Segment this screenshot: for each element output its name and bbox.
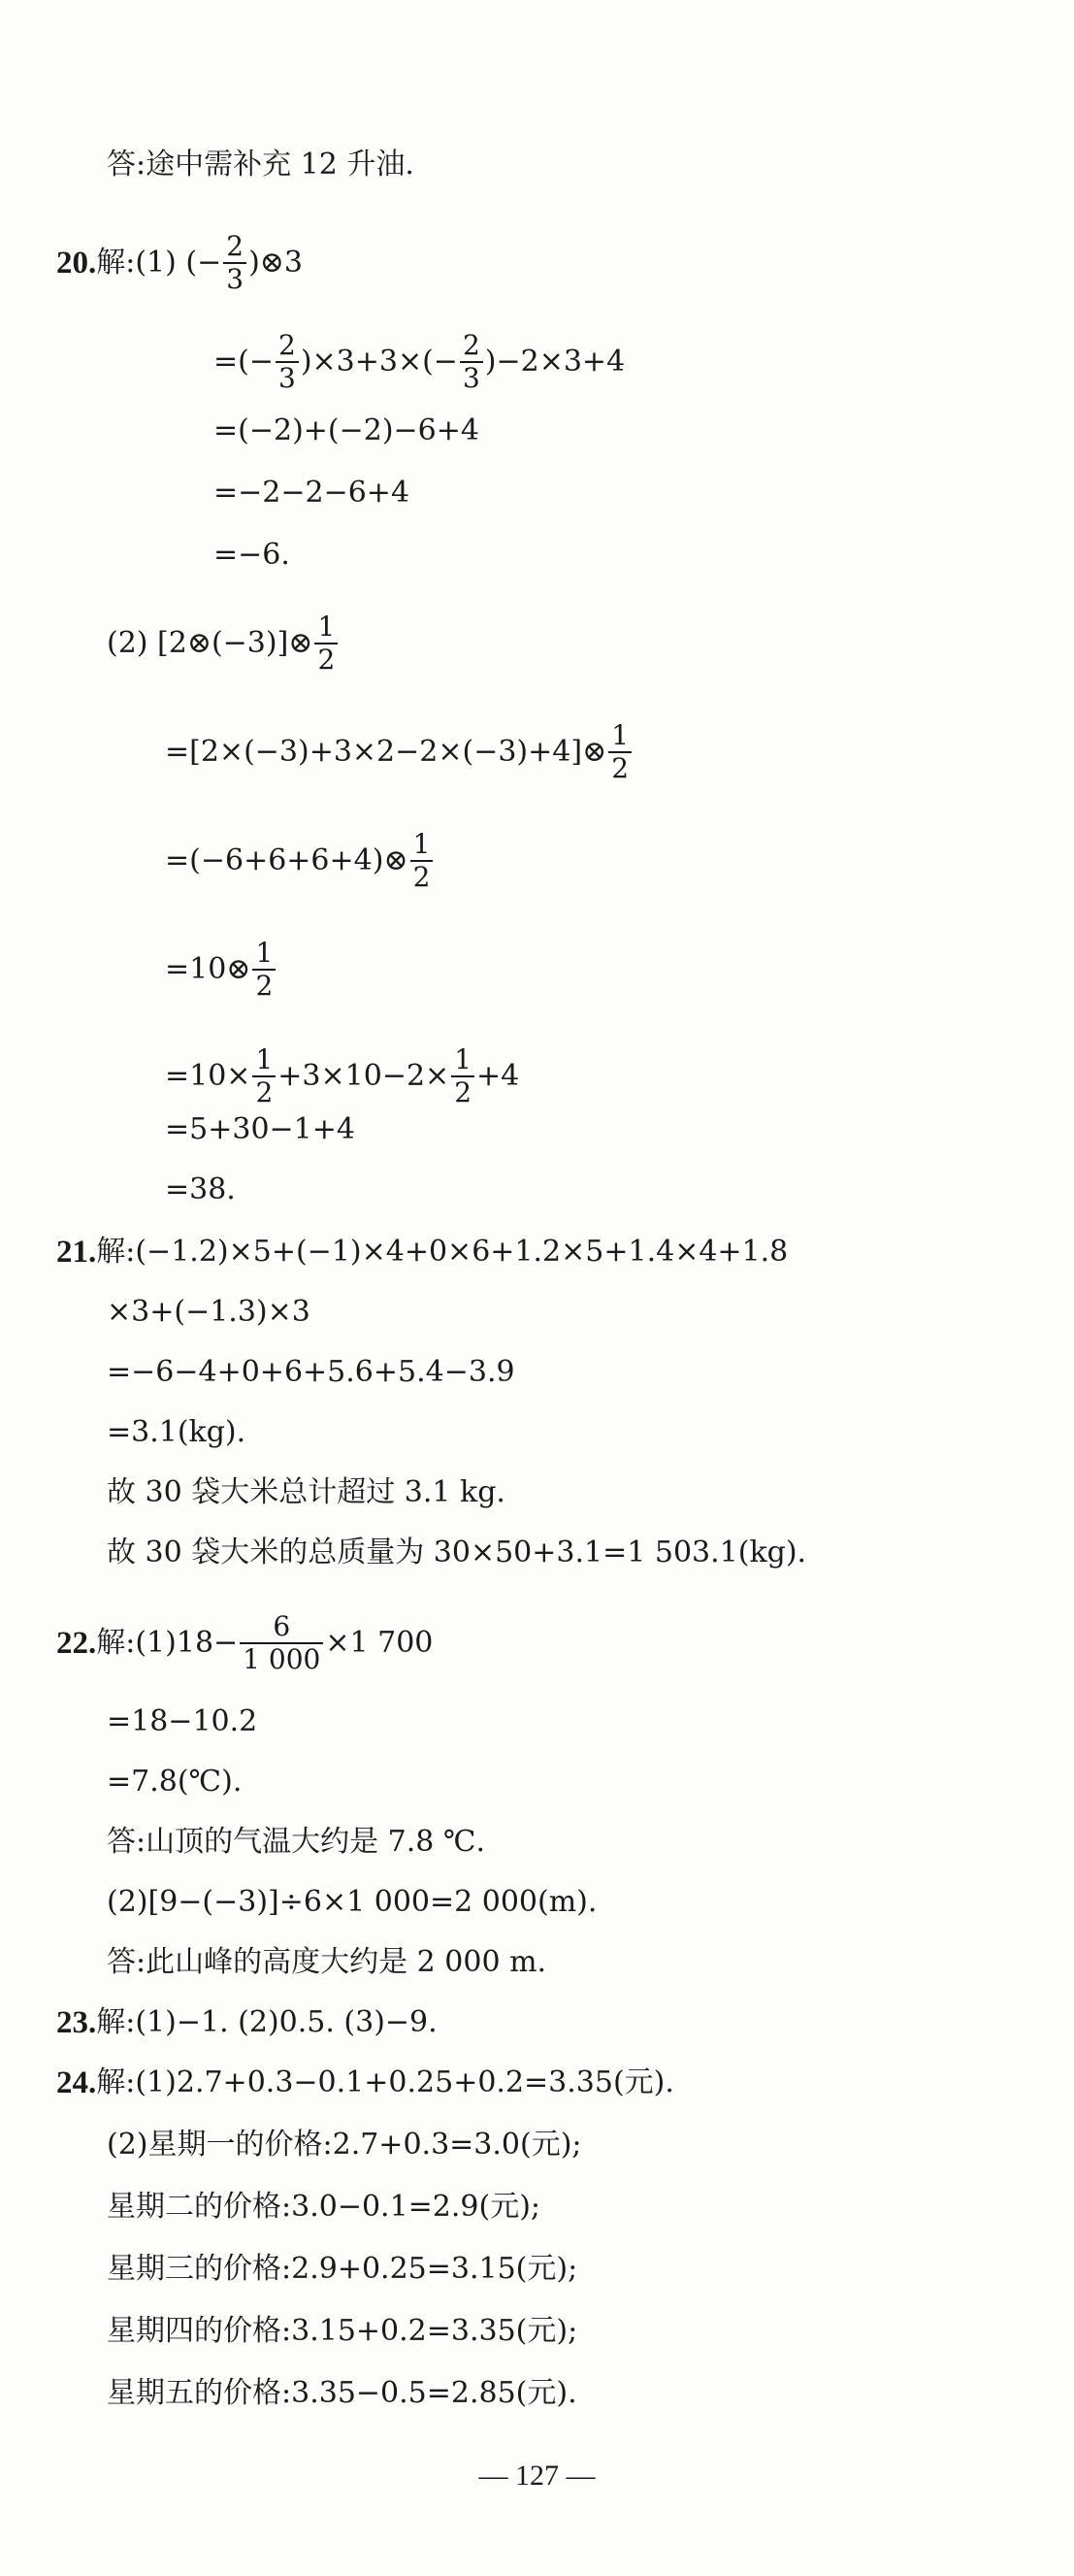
- problem-22-line-6: [107, 1943, 546, 1982]
- text: +4: [476, 1059, 520, 1093]
- text: 答:途中需补充 12 升油.: [107, 148, 414, 182]
- text: 解:(−1.2)×5+(−1)×4+0×6+1.2×5+1.4×4+1.8: [96, 1235, 789, 1269]
- text: 解:(1)18−: [96, 1626, 239, 1660]
- text: )⊗3: [248, 246, 303, 280]
- text: +3×10−2×: [277, 1059, 450, 1093]
- text: 故 30 袋大米总计超过 3.1 kg.: [107, 1475, 505, 1509]
- problem-22-line-5: [107, 1883, 597, 1922]
- text: )−2×3+4: [484, 345, 626, 379]
- text: =[2×(−3)+3×2−2×(−3)+4]⊗: [165, 735, 607, 769]
- fraction: $\frac{1}{2}$: [252, 938, 276, 1002]
- text: =18−10.2: [107, 1704, 258, 1738]
- problem-20-part-2-line-6: [165, 1110, 355, 1149]
- problem-24-line-5: [107, 2312, 577, 2351]
- problem-22-line-1: [56, 1611, 433, 1675]
- text: (2) [2⊗(−3)]⊗: [107, 626, 313, 660]
- fraction: $\frac{6}{1 000}$: [240, 1611, 323, 1675]
- problem-22-line-3: [107, 1763, 242, 1801]
- problem-20-part-2-line-5: [165, 1044, 519, 1108]
- fraction: $\frac{2}{3}$: [223, 231, 246, 295]
- text: 解:(1)2.7+0.3−0.1+0.25+0.2=3.35(元).: [96, 2065, 674, 2099]
- problem-22-line-4: [107, 1823, 485, 1862]
- text: =3.1(kg).: [107, 1415, 246, 1449]
- problem-21-line-3: [107, 1353, 515, 1392]
- problem-22-line-2: [107, 1702, 257, 1741]
- problem-number: 20.: [56, 246, 97, 281]
- problem-20-part-2-line-7: [165, 1171, 236, 1209]
- text: (2)星期一的价格:2.7+0.3=3.0(元);: [107, 2128, 582, 2162]
- problem-24-line-4: [107, 2250, 577, 2289]
- text: 星期三的价格:2.9+0.25=3.15(元);: [107, 2252, 578, 2286]
- text: =7.8(℃).: [107, 1765, 243, 1799]
- problem-23: [56, 2003, 438, 2042]
- text: =10⊗: [165, 952, 251, 986]
- text: 答:山顶的气温大约是 7.8 ℃.: [107, 1825, 485, 1859]
- text: 星期四的价格:3.15+0.2=3.35(元);: [107, 2314, 578, 2348]
- text: 解:(1)−1. (2)0.5. (3)−9.: [96, 2005, 438, 2039]
- problem-20-line-4: [213, 474, 409, 512]
- problem-24-line-1: [56, 2064, 674, 2102]
- fraction: $\frac{1}{2}$: [451, 1044, 474, 1108]
- text: =(−2)+(−2)−6+4: [213, 413, 479, 447]
- problem-20-part-2-line-4: [165, 938, 277, 1002]
- fraction: $\frac{1}{2}$: [252, 1044, 276, 1108]
- text: =−6.: [213, 538, 290, 572]
- text: =5+30−1+4: [165, 1112, 355, 1146]
- problem-20-line-2: [213, 330, 625, 394]
- problem-24-line-2: [107, 2126, 582, 2164]
- problem-21-line-1: [56, 1233, 788, 1271]
- text: 答:此山峰的高度大约是 2 000 m.: [107, 1945, 547, 1979]
- answer-line-19: [107, 146, 414, 184]
- problem-20-line-3: [213, 412, 479, 450]
- problem-20-part-2: [107, 611, 340, 676]
- text: 星期五的价格:3.35−0.5=2.85(元).: [107, 2376, 577, 2410]
- problem-24-line-6: [107, 2374, 577, 2413]
- fraction: $\frac{1}{2}$: [410, 829, 434, 893]
- text: ×3+(−1.3)×3: [107, 1295, 310, 1329]
- text: 故 30 袋大米的总质量为 30×50+3.1=1 503.1(kg).: [107, 1536, 807, 1569]
- problem-number: 22.: [56, 1626, 97, 1661]
- text: =−6−4+0+6+5.6+5.4−3.9: [107, 1355, 515, 1389]
- problem-number: 23.: [56, 2005, 97, 2040]
- text: ×1 700: [325, 1626, 434, 1660]
- problem-number: 24.: [56, 2065, 97, 2100]
- text: =−2−2−6+4: [213, 476, 410, 510]
- text: )×3+3×(−: [300, 345, 458, 379]
- text: =(−6+6+6+4)⊗: [165, 843, 408, 877]
- fraction: $\frac{2}{3}$: [276, 330, 299, 394]
- fraction: $\frac{2}{3}$: [460, 330, 483, 394]
- problem-20-part-2-line-2: [165, 720, 634, 784]
- problem-24-line-3: [107, 2188, 540, 2227]
- text: =10×: [165, 1059, 251, 1093]
- text: 星期二的价格:3.0−0.1=2.9(元);: [107, 2190, 541, 2224]
- text: 解:(1) (−: [96, 246, 222, 280]
- fraction: $\frac{1}{2}$: [314, 611, 338, 676]
- problem-21-line-6: [107, 1534, 806, 1572]
- problem-21-line-5: [107, 1473, 505, 1512]
- problem-number: 21.: [56, 1235, 97, 1270]
- text: =38.: [165, 1172, 236, 1206]
- fraction: $\frac{1}{2}$: [608, 720, 632, 784]
- page-number: — 127 —: [478, 2460, 596, 2492]
- text: =(−: [213, 345, 274, 379]
- problem-21-line-2: [107, 1293, 310, 1332]
- problem-20-line-5: [213, 536, 290, 575]
- problem-20-part-2-line-3: [165, 829, 435, 893]
- problem-20-line-1: [56, 231, 303, 295]
- problem-21-line-4: [107, 1413, 245, 1452]
- text: (2)[9−(−3)]÷6×1 000=2 000(m).: [107, 1885, 598, 1919]
